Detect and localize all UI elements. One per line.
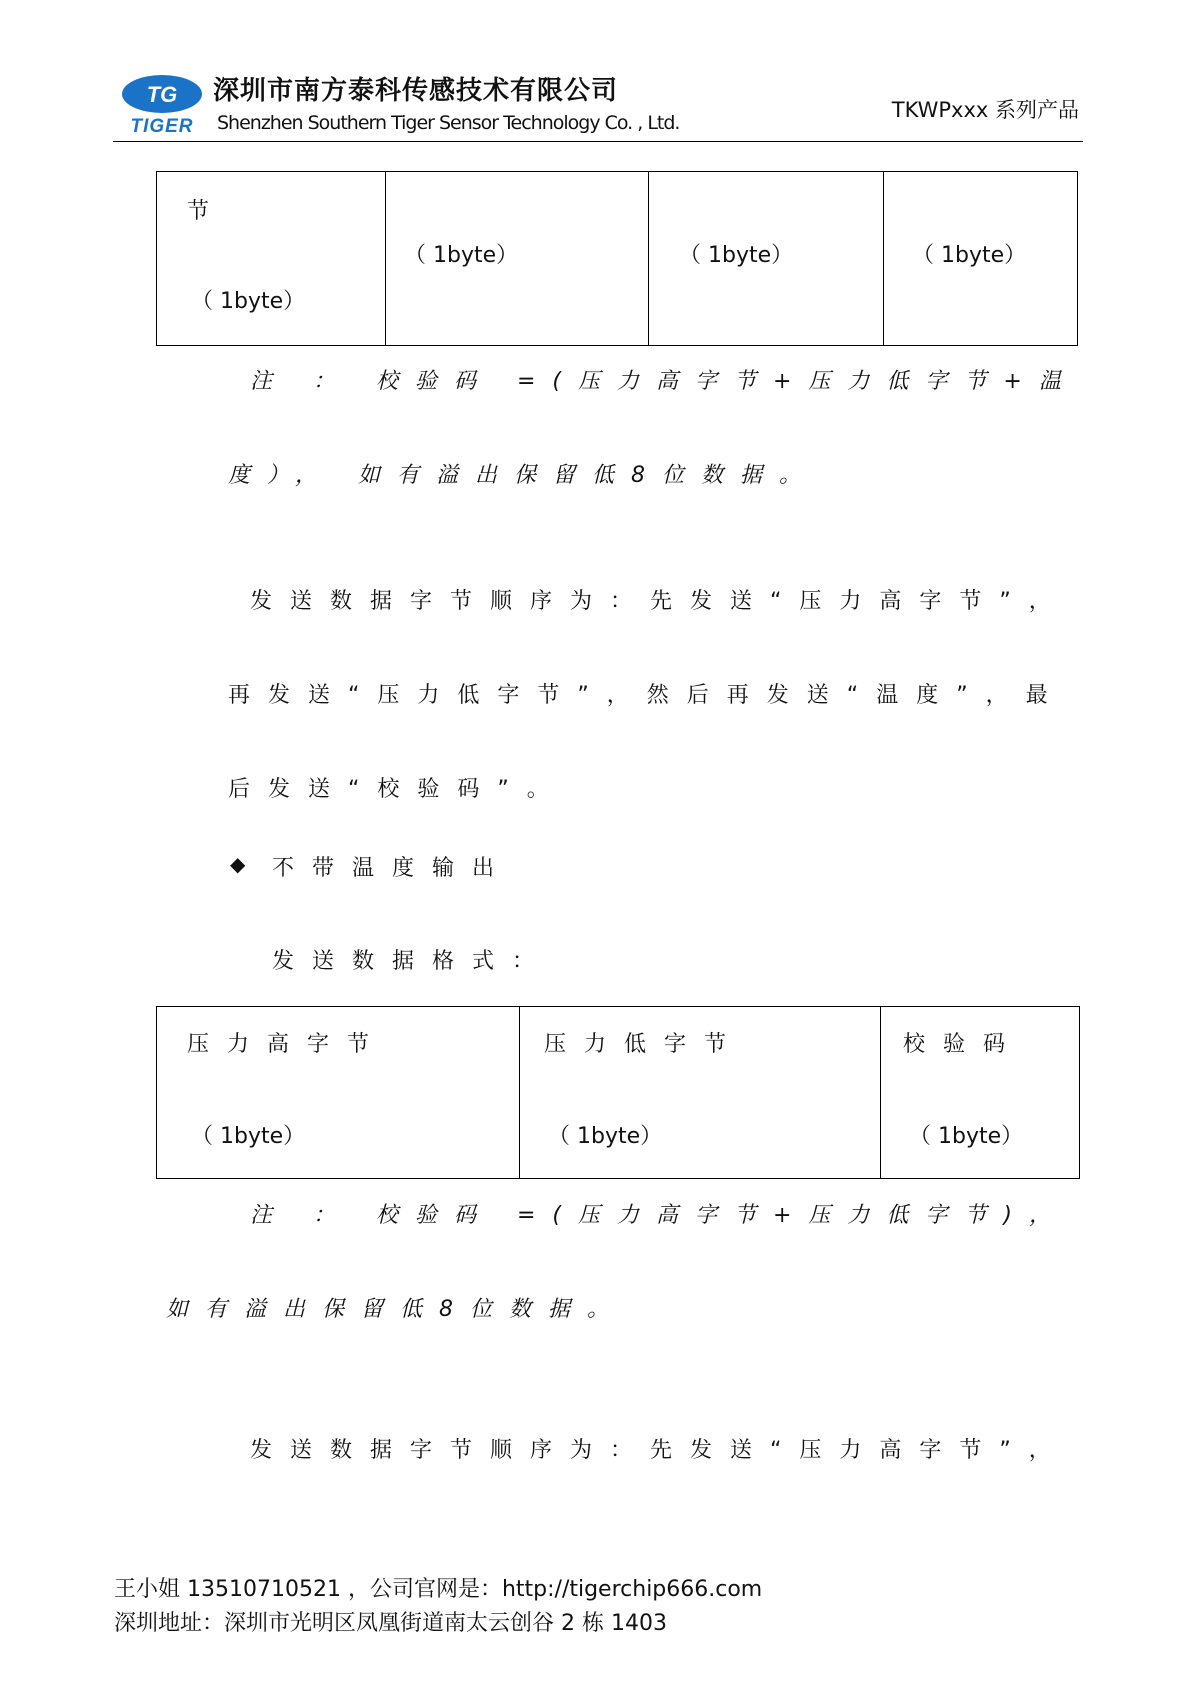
tiger-logo-icon [119, 70, 205, 136]
note2-checksum-line1: 注 ： 校验码 =(压力高字节+压力低字节)， [250, 1203, 1069, 1228]
cell-byte: （ 1byte） [404, 243, 519, 268]
table-cell [157, 172, 386, 346]
logo-top-text: TG [146, 82, 178, 107]
send-order-line3: 后发送“校验码”。 [228, 777, 567, 802]
section-title: 不带温度输出 [272, 856, 513, 881]
data-format-table-with-temp [156, 171, 1078, 346]
table-cell [386, 172, 649, 346]
table-cell [881, 1007, 1080, 1179]
table-cell [884, 172, 1078, 346]
format-label: 发送数据格式： [272, 949, 553, 974]
cell-byte: （ 1byte） [191, 1124, 306, 1149]
send-order-line1: 发送数据字节顺序为：先发送“压力高字节”， [250, 589, 1069, 614]
send-order-line2: 再发送“压力低字节”，然后再发送“温度”，最 [228, 683, 1066, 708]
cell-byte: （ 1byte） [909, 1124, 1024, 1149]
col-title-pressure-high: 压力高字节 [187, 1032, 388, 1057]
col-title-checksum: 校验码 [903, 1032, 1024, 1057]
cell-byte: （ 1byte） [912, 243, 1027, 268]
bullet-diamond-icon: ◆ [230, 852, 246, 876]
page-header [113, 66, 1083, 142]
footer-contact: 王小姐 13510710521 ，公司官网是：http://tigerchip666.com [114, 1577, 763, 1602]
note-checksum-line1: 注 ： 校验码 =(压力高字节+压力低字节+温 [250, 369, 1078, 394]
table-cell [157, 1007, 520, 1179]
logo-bottom-text: TIGER [130, 116, 194, 136]
note2-checksum-line2: 如有溢出保留低8位数据。 [166, 1297, 626, 1322]
product-series: TKWPxxx 系列产品 [891, 98, 1079, 122]
footer-address: 深圳地址：深圳市光明区凤凰街道南太云创谷 2 栋 1403 [114, 1611, 667, 1636]
note-checksum-line2: 度）， 如有溢出保留低8位数据。 [228, 463, 818, 488]
cell-byte: （ 1byte） [679, 243, 794, 268]
col-title-pressure-low: 压力低字节 [544, 1032, 745, 1057]
cell-byte: （ 1byte） [191, 289, 306, 314]
table-cell [649, 172, 884, 346]
company-name-en: Shenzhen Southern Tiger Sensor Technology Co. , Ltd. [217, 112, 680, 134]
data-format-table-no-temp [156, 1006, 1080, 1179]
send-order2-line1: 发送数据字节顺序为：先发送“压力高字节”， [250, 1438, 1069, 1463]
table-cell [520, 1007, 881, 1179]
cell-byte: （ 1byte） [548, 1124, 663, 1149]
company-name-cn: 深圳市南方泰科传感技术有限公司 [213, 76, 619, 106]
cell-title: 节 [187, 199, 210, 224]
